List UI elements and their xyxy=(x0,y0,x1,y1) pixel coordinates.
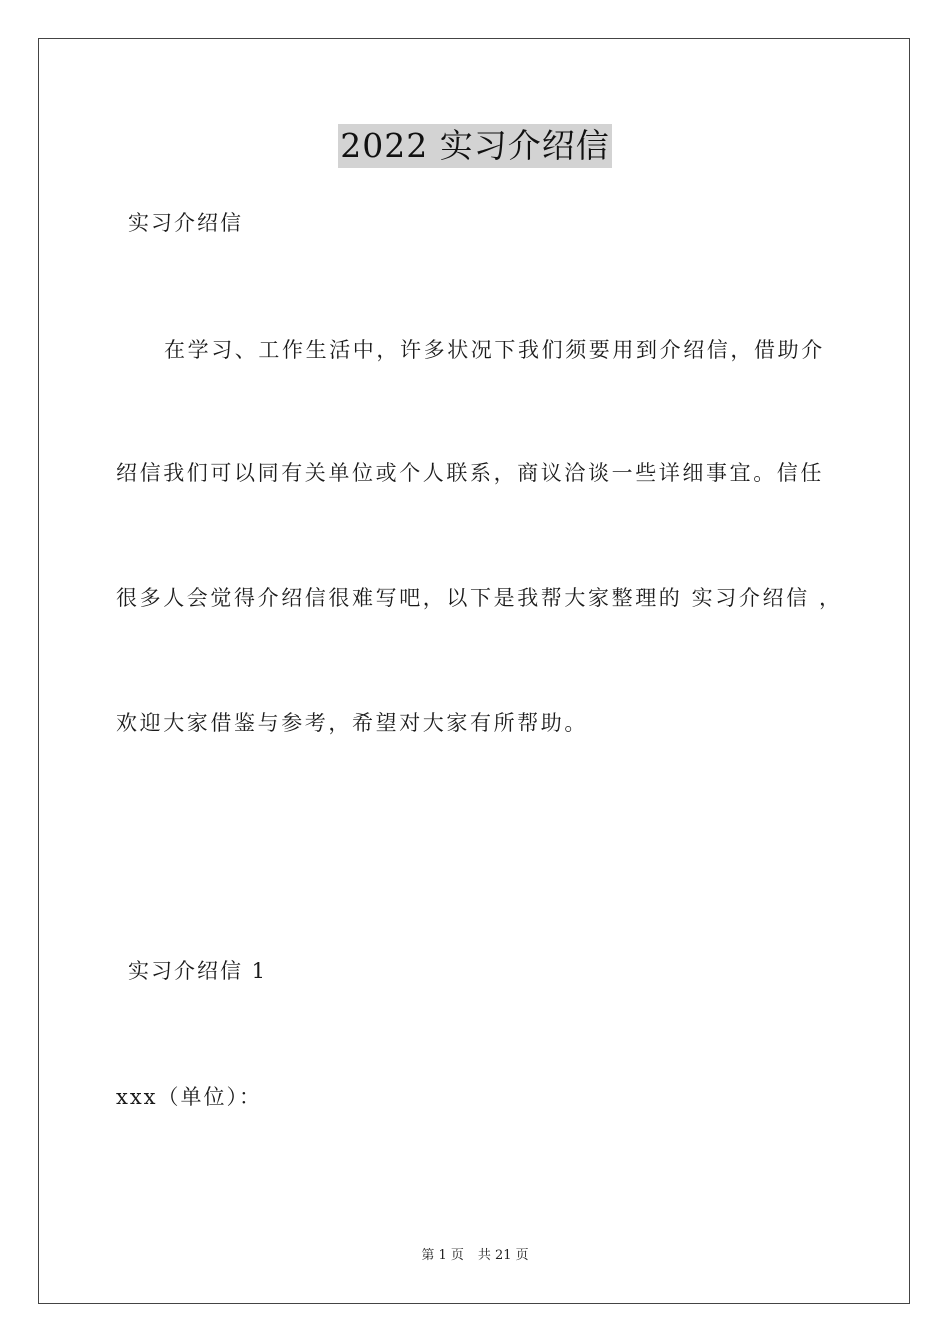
page-footer xyxy=(0,1247,950,1265)
intro-paragraph-line-2: 绍信我们可以同有关单位或个人联系，商议洽谈一些详细事宜。信任 xyxy=(116,461,824,485)
document-subtitle: 实习介绍信 xyxy=(128,211,243,235)
intro-paragraph-line-4: 欢迎大家借鉴与参考，希望对大家有所帮助。 xyxy=(116,711,588,735)
section-heading: 实习介绍信 1 xyxy=(128,959,268,983)
title-container xyxy=(0,124,950,168)
page-number: 第 1 页 xyxy=(421,1248,464,1263)
document-title: 2022 实习介绍信 xyxy=(338,124,611,168)
intro-paragraph-line-3: 很多人会觉得介绍信很难写吧，以下是我帮大家整理的 实习介绍信 ， xyxy=(116,586,843,610)
intro-paragraph-line-1: 在学习、工作生活中，许多状况下我们须要用到介绍信，借助介 xyxy=(164,338,825,362)
letter-salutation: xxx（单位）： xyxy=(116,1085,263,1109)
page-total: 共 21 页 xyxy=(477,1248,529,1263)
